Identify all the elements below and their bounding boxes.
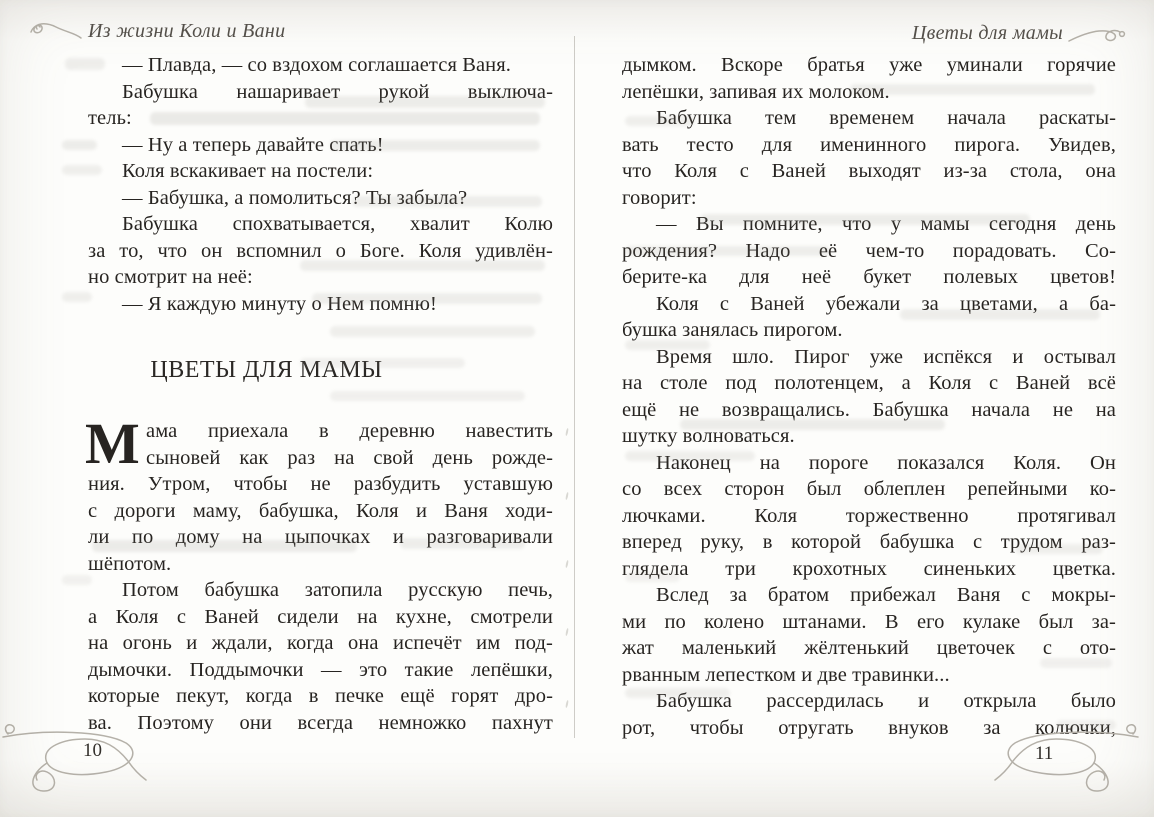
text-line: рванным лепестком и две травинки... [622, 663, 950, 686]
text-line: тель: [88, 107, 132, 129]
paragraph [622, 344, 1116, 450]
bleed-through-mark [62, 140, 97, 150]
running-header-left: Из жизни Коли и Вани [88, 20, 286, 42]
text-line: дымком. Вскоре братья уже уминали горячие [622, 54, 1116, 76]
bleed-through-mark [65, 58, 105, 70]
bleed-through-mark [900, 309, 1100, 320]
text-line: ми по колено штанами. В его кулаке был за- [622, 610, 1116, 633]
text-line: лепёшки, запивая их молоком. [622, 80, 890, 103]
paragraph [622, 450, 1116, 583]
page-number-left: 10 [83, 740, 102, 761]
text-line: сыновей как раз на свой день рожде- [146, 446, 553, 469]
bleed-through-mark [625, 246, 830, 256]
text-line: Вслед за братом прибежал Ваня с мокры- [656, 584, 1116, 606]
gutter-tick-mark [565, 628, 569, 636]
text-line: которые пекут, когда в печке ещё горят дро- [88, 685, 553, 707]
text-line: рождения? Надо её чем-то порадовать. Со- [622, 239, 1116, 262]
text-line: вперед руку, в которой бабушка с трудом раз- [622, 531, 1116, 553]
text-line: жат маленький жёлтенький цветочек с ото- [622, 637, 1116, 659]
paragraph [622, 52, 1116, 105]
right-page-text-column [622, 52, 1116, 741]
text-line: — Вы помните, что у мамы сегодня день [656, 213, 1116, 235]
bleed-through-mark [850, 84, 1095, 95]
text-line: дымочки. Поддымочки — это такие лепёшки, [88, 658, 553, 681]
bleed-through-mark [1056, 720, 1116, 730]
bleed-through-mark [1015, 544, 1103, 554]
text-line: шутку волноваться. [622, 425, 795, 447]
bleed-through-mark [700, 214, 1030, 225]
text-line: на огонь и ждали, когда она испечёт им под- [88, 632, 553, 654]
paragraph [88, 158, 553, 185]
text-line: с дороги маму, бабушка, Коля и Ваня ходи- [88, 499, 553, 522]
bleed-through-mark [300, 358, 465, 368]
bleed-through-mark [312, 293, 542, 304]
bleed-through-mark [305, 96, 545, 108]
bleed-through-mark [330, 391, 525, 401]
dropcap-paragraph [85, 411, 553, 577]
text-line: Время шло. Пирог уже испёкся и остывал [656, 345, 1116, 368]
header-flourish-left-icon [28, 20, 84, 44]
text-line: Наконец на пороге показался Коля. Он [656, 451, 1116, 474]
text-line: — Бабушка, а помолиться? Ты забыла? [122, 186, 468, 209]
drop-cap-letter: М [85, 411, 140, 476]
bleed-through-mark [330, 140, 540, 151]
paragraph [88, 52, 553, 79]
bleed-through-mark [330, 326, 535, 337]
text-line: а Коля с Ваней сидели на кухне, смотрели [88, 605, 553, 628]
bleed-through-mark [150, 112, 540, 125]
text-line: — Плавда, — со вздохом соглашается Ваня. [122, 54, 511, 76]
folio-flourish-right-icon [973, 722, 1141, 800]
text-line: что Коля с Ваней выходят из-за стола, она [622, 160, 1116, 182]
bleed-through-mark [300, 260, 545, 271]
gutter-tick-mark [565, 428, 569, 436]
text-line: говорит: [622, 186, 697, 209]
running-header-right: Цветы для мамы [911, 22, 1063, 44]
text-line: Коля с Ваней убежали за цветами, а ба- [656, 292, 1116, 315]
text-line: ли по дому на цыпочках и разговаривали [88, 526, 553, 548]
text-line: ещё не возвращались. Бабушка начала не на [622, 398, 1116, 421]
gutter-tick-mark [565, 492, 569, 500]
text-line: Бабушка нашаривает рукой выключа- [122, 80, 553, 103]
text-line: Бабушка спохватывается, хвалит Колю [122, 213, 553, 235]
text-line: Потом бабушка затопила русскую печь, [122, 579, 553, 601]
text-line: ва. Поэтому они всегда немножко пахнут [88, 711, 553, 734]
bleed-through-mark [1040, 658, 1112, 668]
bleed-through-mark [625, 451, 755, 461]
paragraph [88, 577, 553, 736]
gutter-tick-mark [565, 700, 569, 708]
bleed-through-mark [400, 538, 525, 549]
text-line: ния. Утром, чтобы не разбудить уставшую [88, 473, 553, 495]
paragraph [88, 211, 553, 291]
bleed-through-mark [62, 292, 92, 302]
text-line: рот, чтобы отругать внуков за колючки, [622, 716, 1116, 739]
text-line: со всех сторон был облеплен репейными ко- [622, 478, 1116, 500]
bleed-through-mark [62, 575, 92, 585]
text-line: но смотрит на неё: [88, 266, 253, 288]
text-line: берите-ка для неё букет полевых цветов! [622, 266, 1116, 288]
gutter-tick-mark [565, 560, 569, 568]
text-line: глядела три крохотных синеньких цветка. [622, 557, 1116, 580]
page-gutter-line [574, 36, 575, 738]
bleed-through-mark [625, 340, 710, 350]
text-line: на столе под полотенцем, а Коля с Ваней всё [622, 372, 1116, 394]
bleed-through-mark [352, 196, 542, 207]
text-line: — Ну а теперь давайте спать! [122, 133, 384, 156]
folio-flourish-left-icon [0, 722, 150, 800]
paragraph [622, 105, 1116, 211]
text-line: шёпотом. [88, 552, 172, 575]
page-number-right: 11 [1035, 743, 1054, 764]
bleed-through-mark [62, 165, 102, 175]
bleed-through-mark [625, 116, 695, 126]
bleed-through-mark [625, 572, 680, 582]
bleed-through-mark [92, 540, 357, 552]
section-title: ЦВЕТЫ ДЛЯ МАМЫ [150, 357, 383, 383]
text-line: Коля вскакивает на постели: [122, 160, 374, 182]
text-line: ама приехала в деревню навестить [146, 420, 553, 442]
text-line: Бабушка рассердилась и открыла было [656, 690, 1116, 712]
bleed-through-mark [625, 688, 730, 698]
text-line: Бабушка тем временем начала раскаты- [656, 107, 1116, 129]
text-line: бушка занялась пирогом. [622, 319, 843, 341]
header-flourish-right-icon [1067, 24, 1127, 50]
bleed-through-mark [680, 419, 945, 430]
paragraph [622, 582, 1116, 688]
text-line: лючками. Коля торжественно протягивал [622, 504, 1116, 527]
text-line: вать тесто для именинного пирога. Увидев, [622, 133, 1116, 156]
text-line: за то, что он вспомнил о Боге. Коля удивлён- [88, 239, 553, 262]
text-line: — Я каждую минуту о Нем помню! [122, 292, 437, 315]
